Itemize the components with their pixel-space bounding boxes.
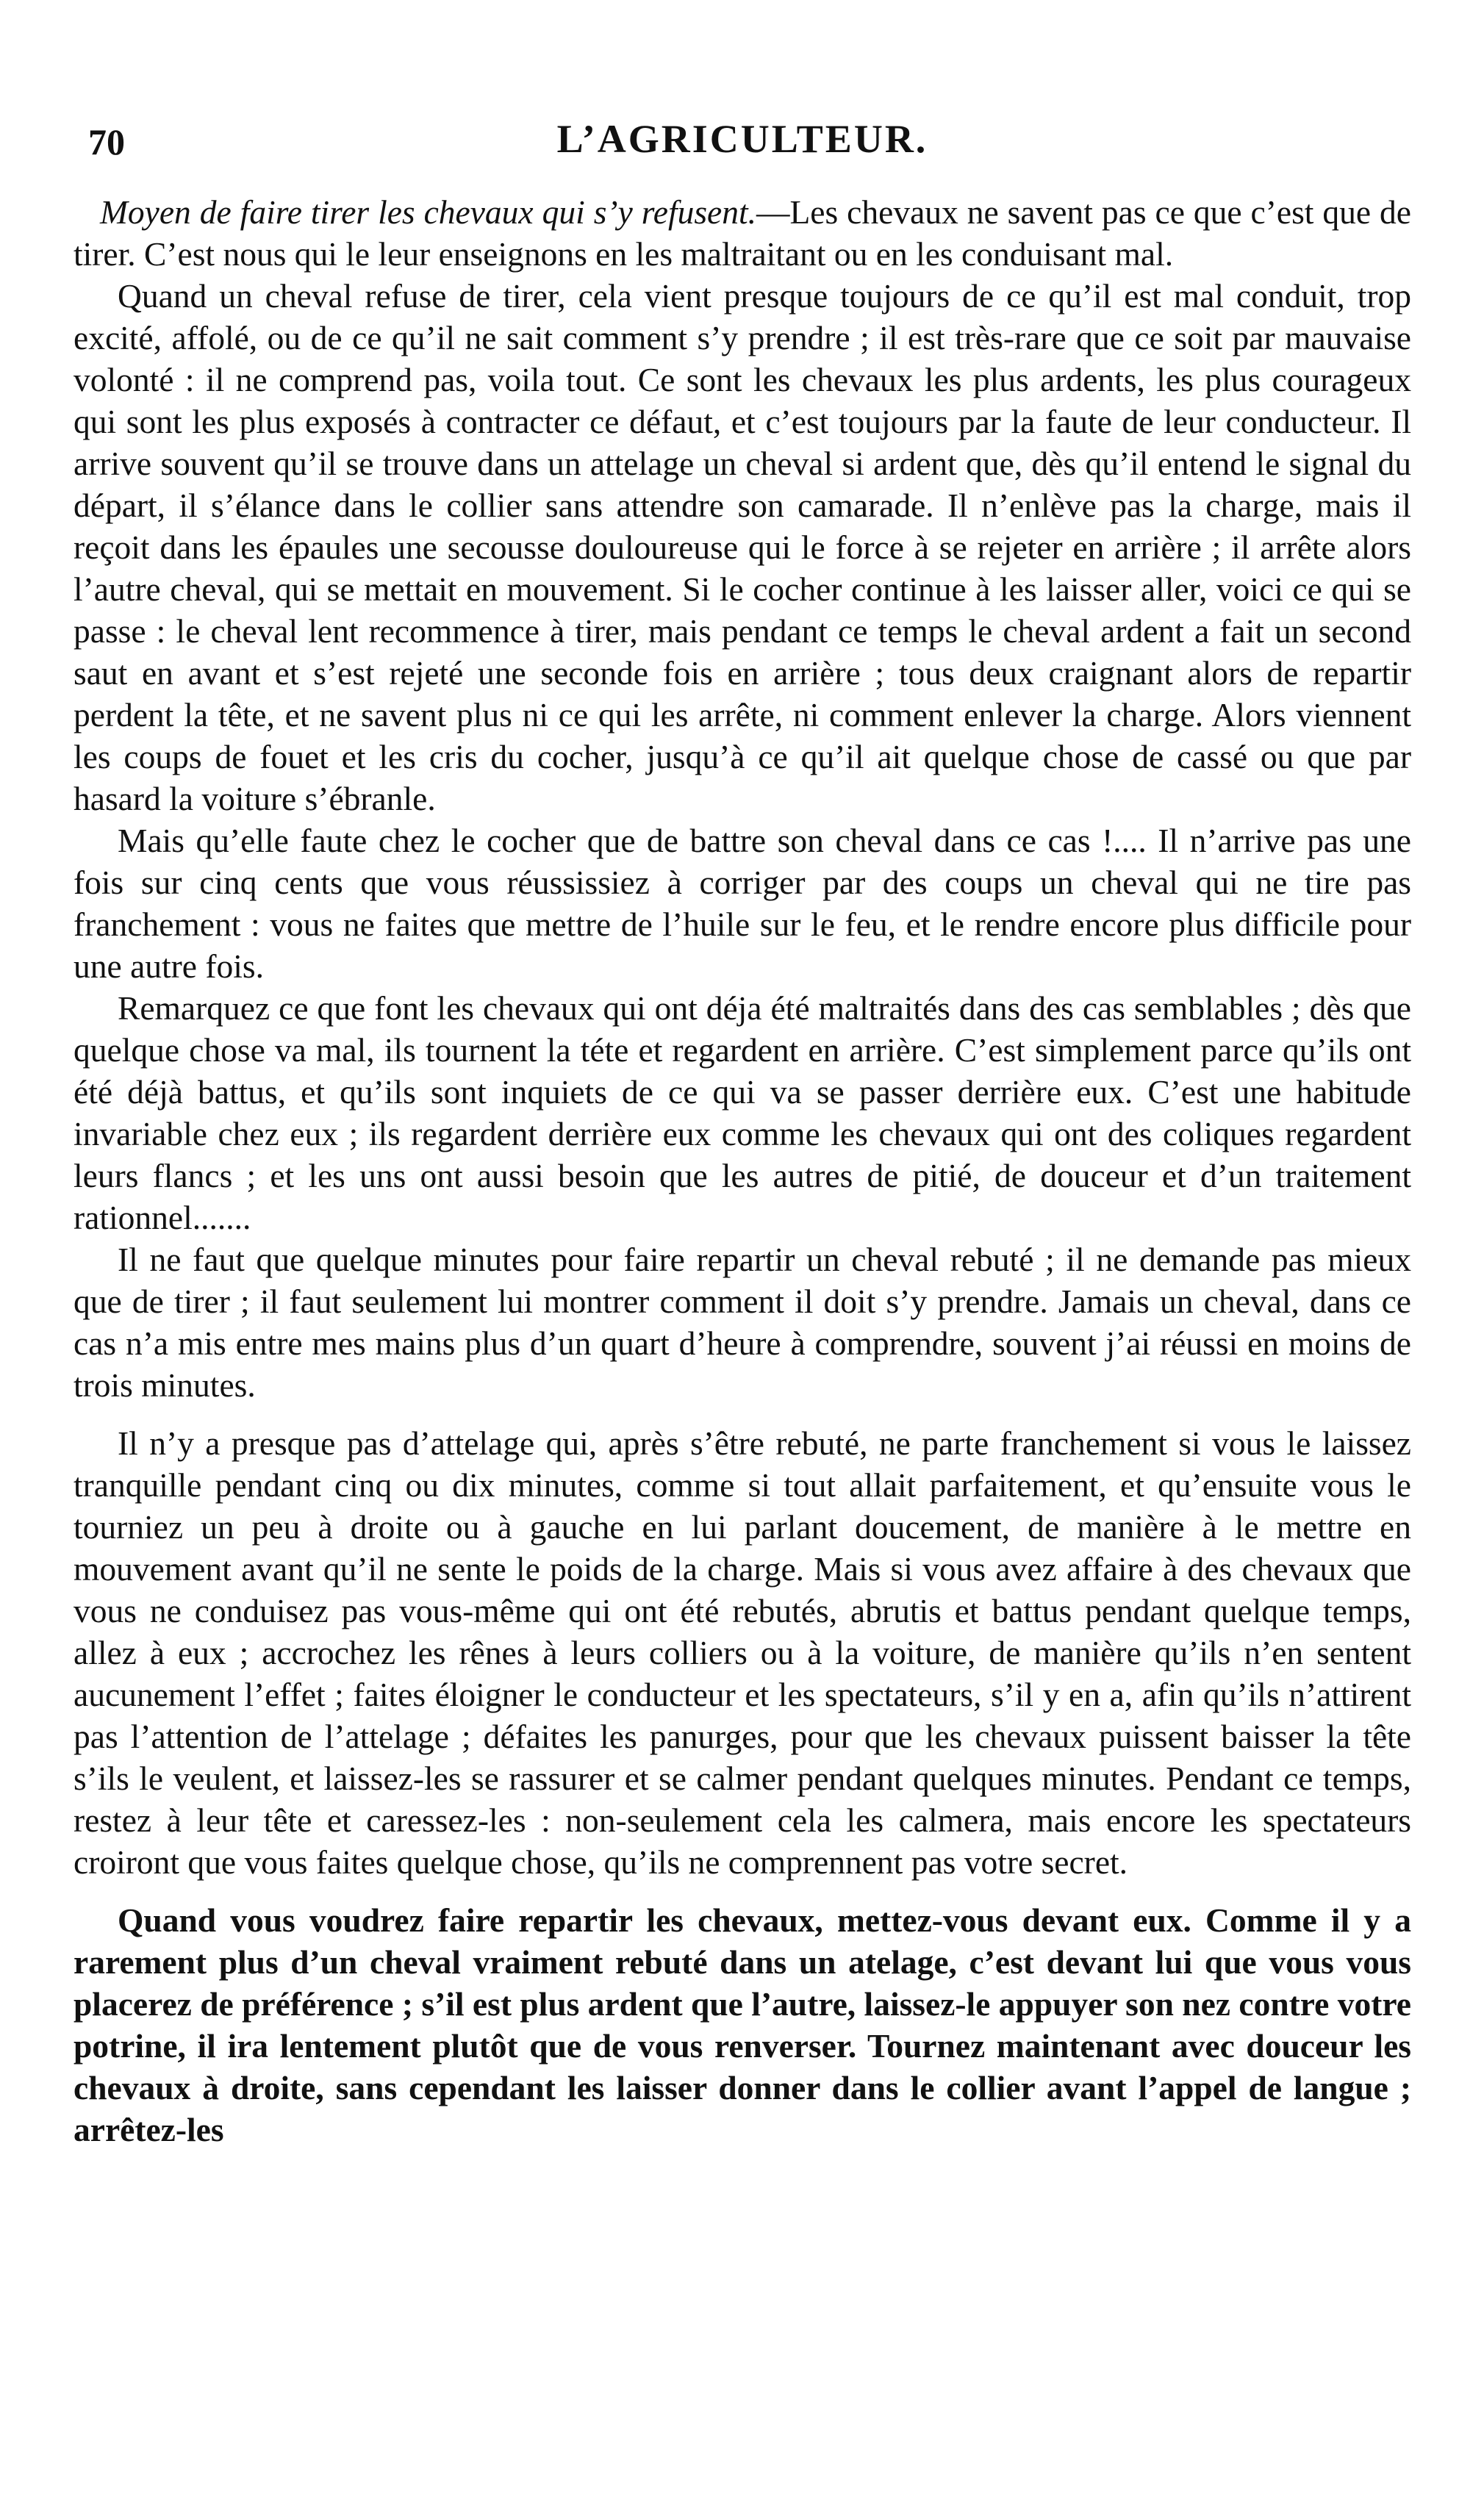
paragraph: Mais qu’elle faute chez le cocher que de battre son cheval dans ce cas !.... Il n’arrive pas une fois sur cinq cents que vous réussissiez à corriger par des coups un cheval qui ne tire pas franchement : vous ne faites que mettre de l’huile sur le feu, et le rendre encore plus difficile pour une autre fois.: [74, 822, 1411, 985]
paragraph: Remarquez ce que font les chevaux qui ont déja été maltraités dans des cas semblables ; dès que quelque chose va mal, ils tournent la téte et regardent en arrière. C’est simplement parce qu’ils ont été déjà battus, et qu’ils sont inquiets de ce qui va se passer derrière eux. C’est une habitude invariable chez eux ; ils regardent derrière eux comme les chevaux qui ont des coliques regardent leurs flancs ; et les uns ont aussi besoin que les autres de pitié, de douceur et d’un traitement rationnel.......: [74, 989, 1411, 1236]
paragraph: Il ne faut que quelque minutes pour faire repartir un cheval rebuté ; il ne demande pas mieux que de tirer ; il faut seulement lui montrer comment il doit s’y prendre. Jamais un cheval, dans ce cas n’a mis entre mes mains plus d’un quart d’heure à comprendre, souvent j’ai réussi en moins de trois minutes.: [74, 1241, 1411, 1404]
page-header: [74, 110, 1411, 191]
page-number: 70: [88, 121, 125, 162]
section-lead: —Les chevaux ne savent pas ce que c’est que de tirer. C’est nous qui le leur enseignons en les maltraitant ou en les conduisant mal.: [74, 193, 1411, 273]
section-opening-paragraph: [74, 191, 1411, 275]
running-title: L’AGRICULTEUR.: [556, 117, 928, 161]
book-page: [74, 110, 1411, 2477]
paragraph: Il n’y a presque pas d’attelage qui, après s’être rebuté, ne parte franchement si vous le laissez tranquille pendant cinq ou dix minutes, comme si tout allait parfaitement, et qu’ensuite vous le tourniez un peu à droite ou à gauche en lui parlant doucement, de manière à le mettre en mouvement avant qu’il ne sente le poids de la charge. Mais si vous avez affaire à des chevaux que vous ne conduisez pas vous-même qui ont été rebutés, abrutis et battus pendant quelque temps, allez à eux ; accrochez les rênes à leurs colliers ou à la voiture, de manière qu’ils n’en sentent aucunement l’effet ; faites éloigner le conducteur et les spectateurs, s’il y en a, afin qu’ils n’attirent pas l’attention de l’attelage ; défaites les panurges, pour que les chevaux puissent baisser la tête s’ils le veulent, et laissez-les se rassurer et se calmer pendant quelques minutes. Pendant ce temps, restez à leur tête et caressez-les : non-seulement cela les calmera, mais encore les spectateurs croiront que vous faites quelque chose, qu’ils ne comprennent pas votre secret.: [74, 1424, 1411, 1881]
paragraph: Quand vous voudrez faire repartir les chevaux, mettez-vous devant eux. Comme il y a rarement plus d’un cheval vraiment rebuté dans un atelage, c’est devant lui que vous vous placerez de préférence ; s’il est plus ardent que l’autre, laissez-le appuyer son nez contre votre potrine, il ira lentement plutôt que de vous renverser. Tournez maintenant avec douceur les chevaux à droite, sans cependant les laisser donner dans le collier avant l’appel de langue ; arrêtez-les: [74, 1901, 1411, 2148]
section-title: Moyen de faire tirer les chevaux qui s’y refusent.: [100, 193, 757, 231]
body-text: [74, 191, 1411, 2151]
paragraph: Quand un cheval refuse de tirer, cela vient presque toujours de ce qu’il est mal conduit, trop excité, affolé, ou de ce qu’il ne sait comment s’y prendre ; il est très-rare que ce soit par mauvaise volonté : il ne comprend pas, voila tout. Ce sont les chevaux les plus ardents, les plus courageux qui sont les plus exposés à contracter ce défaut, et c’est toujours par la faute de leur conducteur. Il arrive souvent qu’il se trouve dans un attelage un cheval si ardent que, dès qu’il entend le signal du départ, il s’élance dans le collier sans attendre son camarade. Il n’enlève pas la charge, mais il reçoit dans les épaules une secousse douloureuse qui le force à se rejeter en arrière ; il arrête alors l’autre cheval, qui se mettait en mouvement. Si le cocher continue à les laisser aller, voici ce qui se passe : le cheval lent recommence à tirer, mais pendant ce temps le cheval ardent a fait un second saut en avant et s’est rejeté une seconde fois en arrière ; tous deux craignant alors de repartir perdent la tête, et ne savent plus ni ce qui les arrête, ni comment enlever la charge. Alors viennent les coups de fouet et les cris du cocher, jusqu’à ce qu’il ait quelque chose de cassé ou que par hasard la voiture s’ébranle.: [74, 277, 1411, 817]
